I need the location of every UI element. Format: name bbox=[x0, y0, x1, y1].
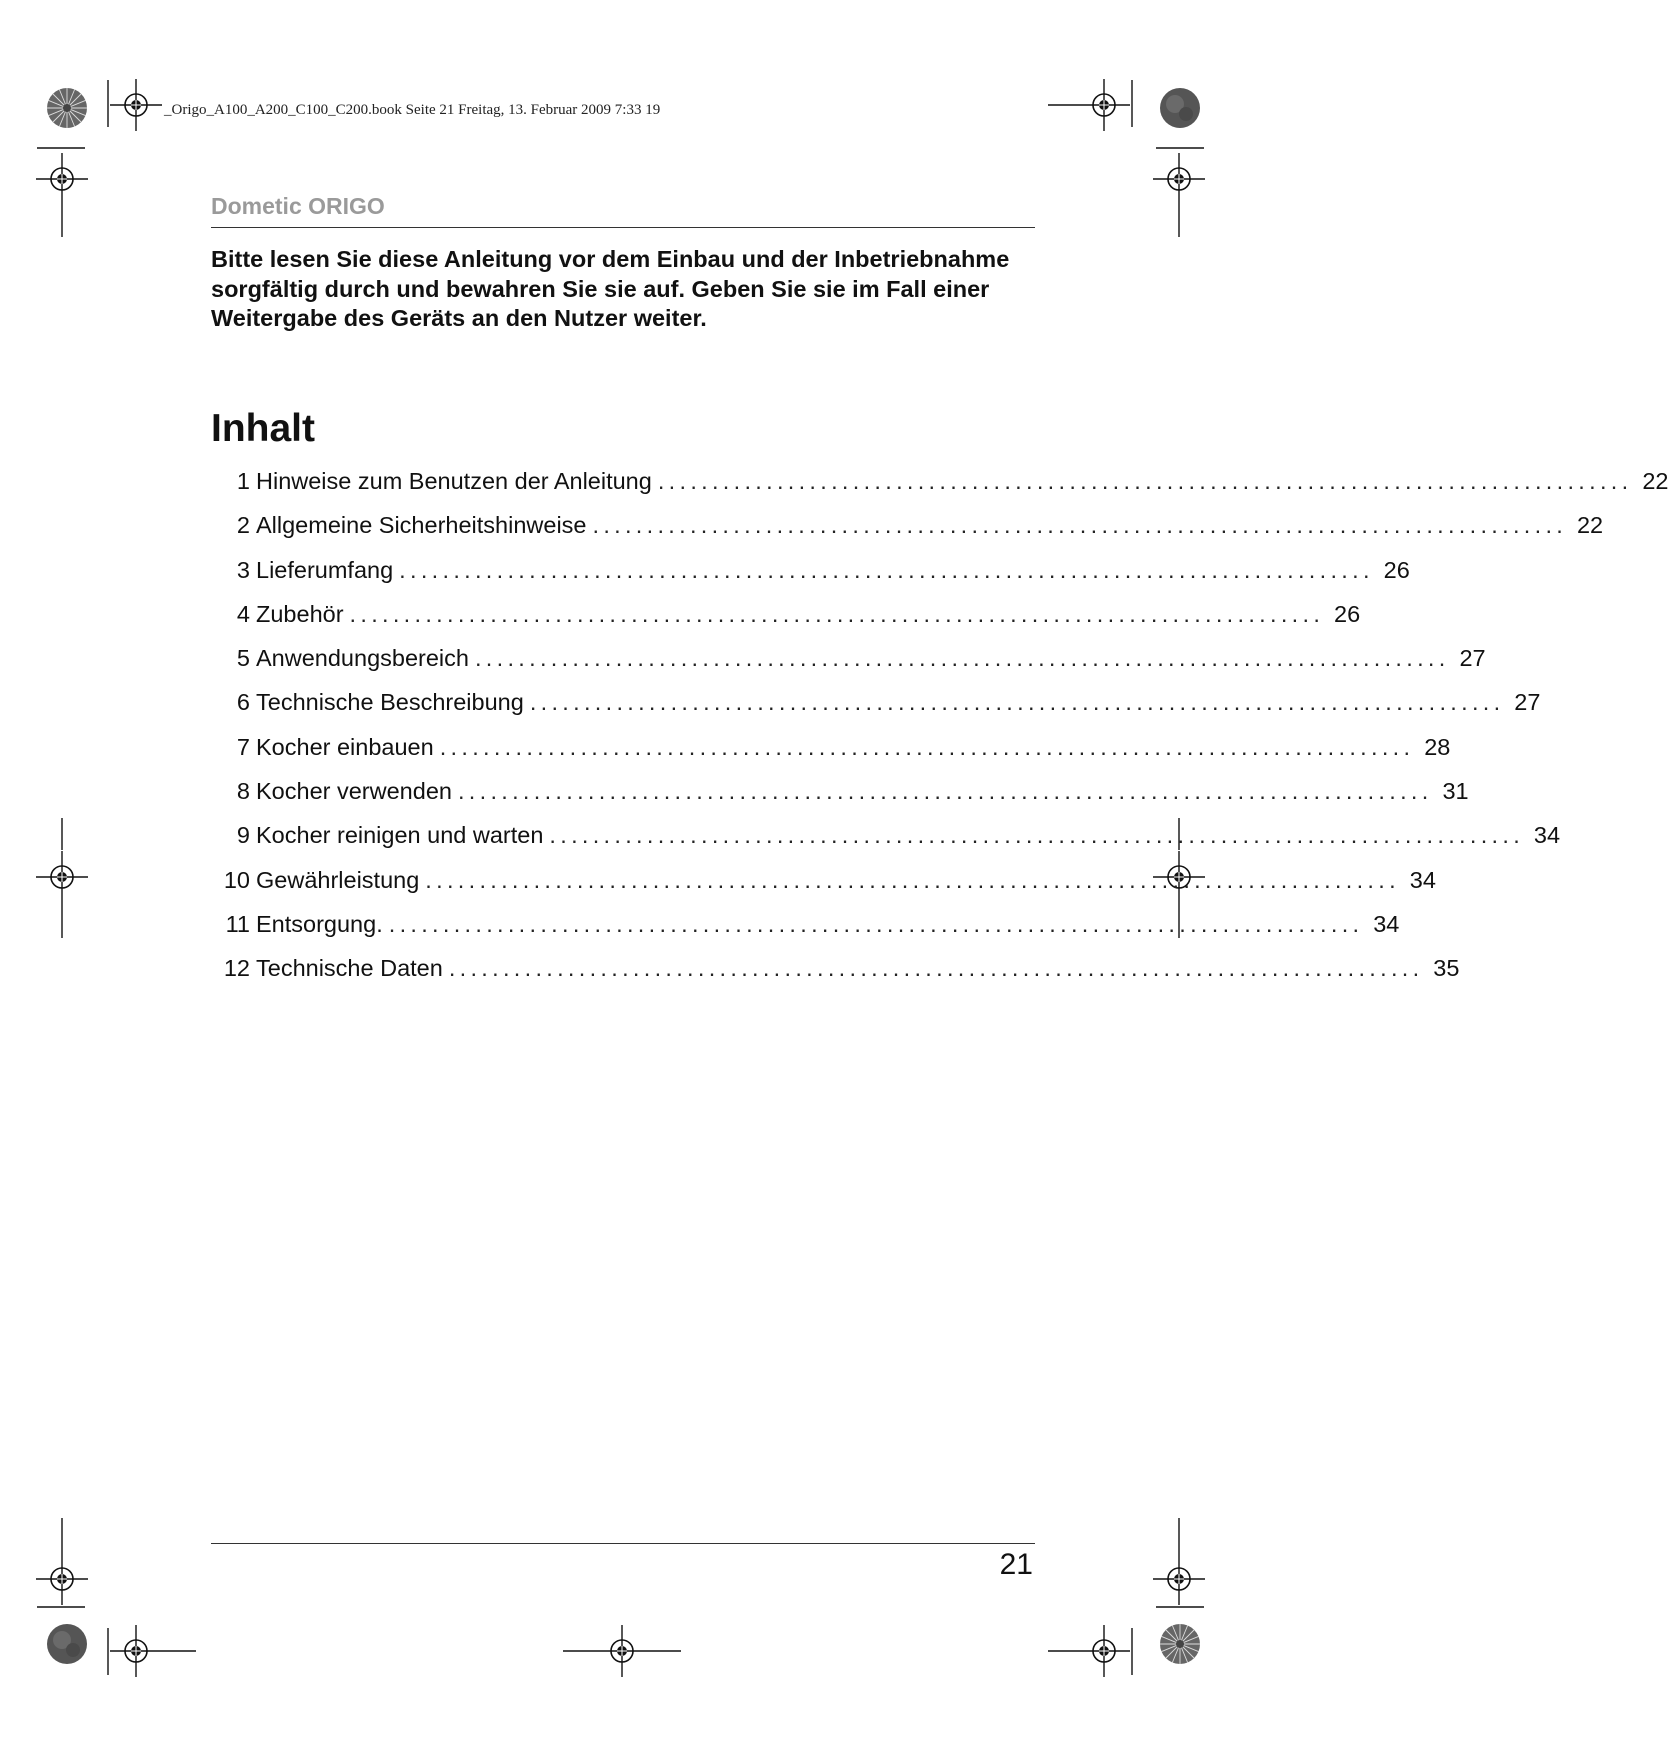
toc-entry-title: Allgemeine Sicherheitshinweise bbox=[256, 512, 587, 539]
toc-entry[interactable] bbox=[212, 468, 1668, 512]
toc-entry-title: Kocher einbauen bbox=[256, 733, 434, 760]
toc-entry-number: 4 bbox=[236, 600, 250, 627]
toc-leader-dots: .......................................................................................... bbox=[549, 822, 1525, 849]
toc-entry-title: Technische Daten bbox=[256, 955, 443, 982]
toc-entry-title: Zubehör bbox=[256, 600, 344, 627]
toc-entry-number: 5 bbox=[236, 645, 250, 672]
toc-entry-number: 12 bbox=[223, 955, 250, 982]
toc-entry-number: 6 bbox=[236, 689, 250, 716]
toc-leader-dots: .......................................................................................... bbox=[657, 468, 1633, 494]
toc-entry-page: 31 bbox=[1442, 778, 1469, 805]
toc-entry-title: Kocher reinigen und warten bbox=[256, 822, 544, 849]
contents-heading: Inhalt bbox=[211, 407, 315, 450]
toc-entry[interactable] bbox=[212, 822, 1561, 866]
header-rule bbox=[211, 227, 1035, 228]
toc-entry-page: 28 bbox=[1424, 733, 1451, 760]
toc-entry-number: 2 bbox=[236, 512, 250, 539]
toc-entry-page: 34 bbox=[1373, 910, 1400, 937]
toc-entry-page: 34 bbox=[1409, 866, 1436, 893]
toc-entry-page: 26 bbox=[1334, 600, 1361, 627]
toc-entry[interactable] bbox=[212, 778, 1469, 822]
toc-leader-dots: .......................................................................................... bbox=[592, 512, 1568, 539]
toc-entry[interactable] bbox=[212, 689, 1541, 733]
toc-entry-title: Entsorgung. bbox=[256, 910, 383, 937]
toc-entry-number: 9 bbox=[236, 822, 250, 849]
toc-entry-page: 26 bbox=[1383, 556, 1410, 583]
toc-leader-dots: .......................................................................................... bbox=[349, 600, 1325, 627]
toc-leader-dots: .......................................................................................... bbox=[457, 778, 1433, 805]
toc-entry-number: 11 bbox=[225, 910, 250, 937]
table-of-contents bbox=[212, 468, 1668, 1000]
toc-entry-title: Lieferumfang bbox=[256, 556, 394, 583]
toc-entry[interactable] bbox=[212, 600, 1361, 645]
toc-entry-page: 35 bbox=[1433, 955, 1460, 982]
toc-entry-page: 34 bbox=[1533, 822, 1561, 849]
toc-entry[interactable] bbox=[212, 955, 1460, 999]
toc-entry[interactable] bbox=[212, 866, 1436, 911]
toc-entry-number: 8 bbox=[236, 778, 250, 805]
page-number: 21 bbox=[999, 1548, 1033, 1581]
toc-leader-dots: .......................................................................................... bbox=[399, 556, 1374, 583]
intro-notice: Bitte lesen Sie diese Anleitung vor dem Einbau und der Inbetriebnahme sorgfältig durch und bewahren Sie sie auf. Geben Sie sie im Fall einer Weitergabe des Geräts an den Nutzer weiter. bbox=[211, 246, 1010, 331]
print-slug: _Origo_A100_A200_C100_C200.book Seite 21 Freitag, 13. Februar 2009 7:33 19 bbox=[164, 102, 661, 118]
toc-entry[interactable] bbox=[212, 910, 1400, 955]
toc-entry-number: 3 bbox=[236, 556, 250, 583]
toc-entry[interactable] bbox=[212, 645, 1486, 689]
toc-entry[interactable] bbox=[212, 733, 1451, 778]
toc-leader-dots: .......................................................................................... bbox=[439, 733, 1415, 760]
toc-entry[interactable] bbox=[212, 556, 1410, 601]
toc-leader-dots: .......................................................................................... bbox=[388, 910, 1364, 937]
toc-entry-title: Anwendungsbereich bbox=[256, 645, 469, 672]
toc-leader-dots: .......................................................................................... bbox=[448, 955, 1424, 982]
toc-entry-title: Kocher verwenden bbox=[256, 778, 452, 805]
toc-entry-title: Hinweise zum Benutzen der Anleitung bbox=[256, 468, 652, 494]
toc-entry-number: 10 bbox=[223, 866, 250, 893]
toc-leader-dots: .......................................................................................... bbox=[529, 689, 1505, 716]
toc-entry-page: 27 bbox=[1514, 689, 1541, 716]
brand-title: Dometic ORIGO bbox=[211, 193, 385, 219]
footer-rule bbox=[211, 1543, 1035, 1544]
toc-entry-number: 7 bbox=[236, 733, 250, 760]
toc-entry[interactable] bbox=[212, 512, 1604, 556]
toc-leader-dots: .......................................................................................... bbox=[474, 645, 1450, 672]
toc-entry-page: 22 bbox=[1576, 512, 1604, 539]
toc-entry-page: 27 bbox=[1459, 645, 1486, 672]
toc-entry-page: 22 bbox=[1642, 468, 1668, 494]
toc-leader-dots: .......................................................................................... bbox=[425, 866, 1400, 893]
toc-entry-title: Gewährleistung bbox=[256, 866, 420, 893]
toc-entry-number: 1 bbox=[236, 468, 250, 494]
toc-entry-title: Technische Beschreibung bbox=[256, 689, 524, 716]
